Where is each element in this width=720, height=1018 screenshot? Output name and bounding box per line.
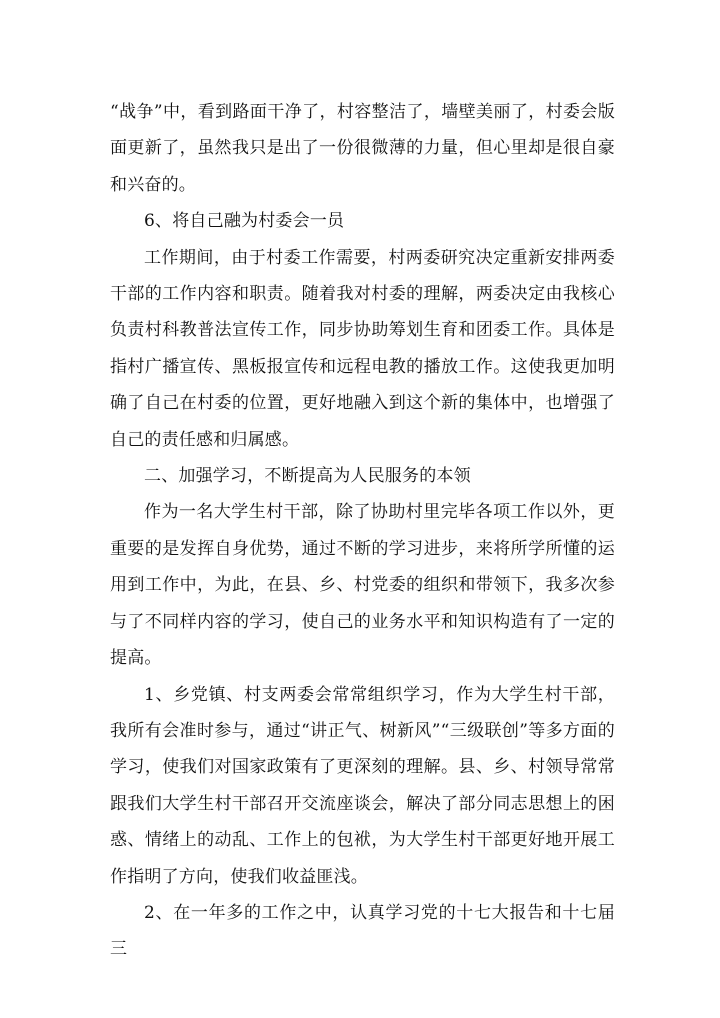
paragraph-work-responsibilities: 工作期间，由于村委工作需要，村两委研究决定重新安排两委干部的工作内容和职责。随着我对村委的理解，两委决定由我核心负责村科教普法宣传工作，同步协助筹划生育和团委工作。具体是指村广播宣传、黑板报宣传和远程电教的播放工作。这使我更加明确了自己在村委的位置，更好地融入到这个新的集体中，也增强了自己的责任感和归属感。 — [110, 247, 615, 450]
section-heading-integrate-village-committee: 6、将自己融为村委会一员 — [144, 211, 345, 232]
paragraph-village-cleanup: “战争”中，看到路面干净了，村容整洁了，墙壁美丽了，村委会版面更新了，虽然我只是出了一份很微薄的力量，但心里却是很自豪和兴奋的。 — [110, 102, 615, 195]
section-heading-strengthen-learning: 二、加强学习，不断提高为人民服务的本领 — [144, 466, 471, 487]
paragraph-party-study-sessions: 1、乡党镇、村支两委会常常组织学习，作为大学生村干部，我所有会准时参与，通过“讲正气、树新风”“三级联创”等多方面的学习，使我们对国家政策有了更深刻的理解。县、乡、村领导常常跟我们大学生村干部召开交流座谈会，解决了部分同志思想上的困惑、情绪上的动乱、工作上的包袱，为大学生村干部更好地开展工作指明了方向，使我们收益匪浅。 — [110, 684, 615, 887]
document-body — [110, 94, 615, 968]
paragraph-learning-overview: 作为一名大学生村干部，除了协助村里完毕各项工作以外，更重要的是发挥自身优势，通过不断的学习进步，来将所学所懂的运用到工作中，为此，在县、乡、村党委的组织和带领下，我多次参与了不同样内容的学习，使自己的业务水平和知识构造有了一定的提高。 — [110, 502, 615, 669]
paragraph-seventeenth-congress-study: 2、在一年多的工作之中，认真学习党的十七大报告和十七届三 — [110, 902, 615, 960]
